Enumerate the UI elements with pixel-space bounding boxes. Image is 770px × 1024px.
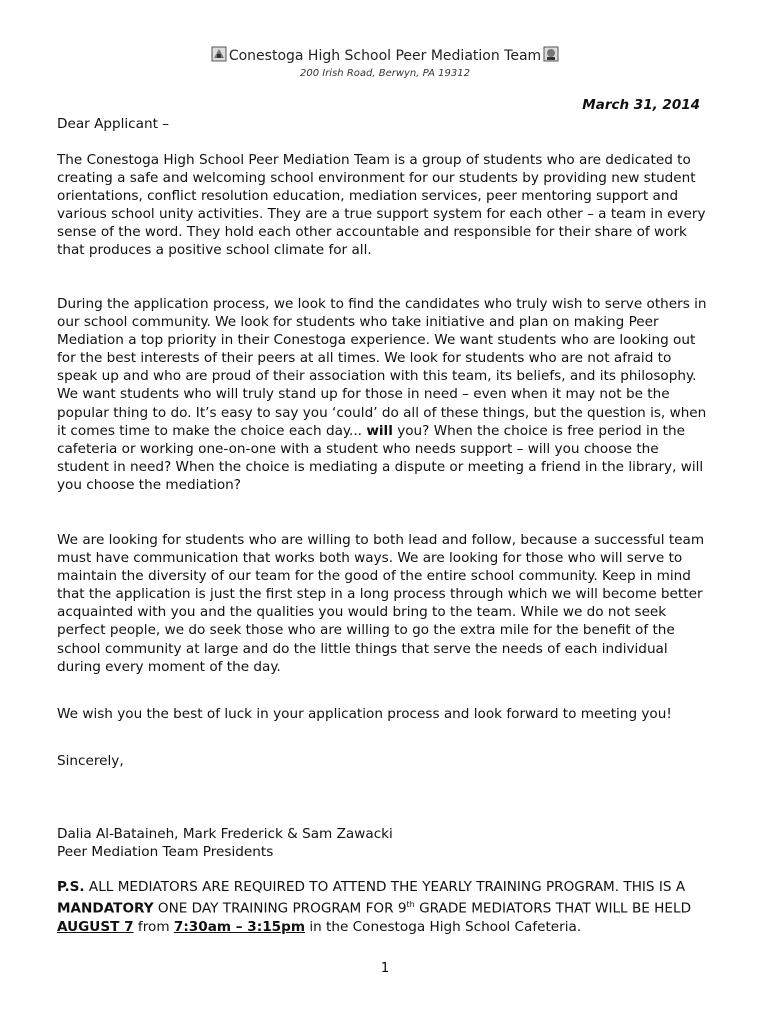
paragraph-1 — [57, 151, 707, 260]
paragraph-4 — [57, 705, 707, 723]
letterhead-title — [0, 46, 770, 64]
ps-time: 7:30am – 3:15pm — [173, 918, 306, 935]
paragraph-1-text: The Conestoga High School Peer Mediation Team is a group of students who are dedicated to creating a safe and welcoming school environment for our students by providing new student orientations, conflict resolution education, mediation services, peer mentoring support and various school unity activities. They are a true support system for each other – a team in every sense of the word. They hold each other accountable and responsible for their share of work that produces a positive school climate for all. — [57, 152, 706, 259]
paragraph-4-text: We wish you the best of luck in your application process and look forward to meeting you! — [57, 706, 672, 722]
ps-mandatory: MANDATORY — [57, 900, 154, 917]
ps-superscript: th — [406, 900, 415, 910]
school-logo-icon — [211, 46, 227, 62]
ps-mid-2: GRADE MEDIATORS THAT WILL BE HELD — [419, 900, 692, 917]
paragraph-2-emphasis: will — [366, 422, 393, 439]
postscript — [57, 878, 707, 936]
ps-line-1: ALL MEDIATORS ARE REQUIRED TO ATTEND THE YEARLY TRAINING PROGRAM. THIS IS A — [88, 879, 686, 895]
letterhead-title-text: Conestoga High School Peer Mediation Team — [228, 48, 542, 64]
ps-label: P.S. — [57, 879, 85, 895]
paragraph-3-text: We are looking for students who are willing to both lead and follow, because a successful team must have communication that works both ways. We are looking for those who will serve to maintain the diversity of our team for the good of the entire school community. Keep in mind that the application is just the first step in a long process through which we will become better acquainted with you and the qualities you would bring to the team. While we do not seek perfect people, we do seek those who are willing to go the extra mile for the benefit of the school community at large and do the little things that serve the needs of each individual during every moment of the day. — [57, 532, 705, 675]
paragraph-2-text-b: you? When the choice is free period in the cafeteria or working one-on-one with a student who needs support – will you choose the student in need? When the choice is mediating a dispute or meeting a friend in the library, will you choose the mediation? — [57, 422, 704, 493]
signature-names: Dalia Al-Bataineh, Mark Frederick & Sam Zawacki — [57, 826, 393, 842]
letterhead-address: 200 Irish Road, Berwyn, PA 19312 — [299, 68, 470, 79]
letter-date: March 31, 2014 — [582, 97, 700, 113]
salutation: Dear Applicant – — [57, 116, 170, 132]
paragraph-2-text-a: During the application process, we look to find the candidates who truly wish to serve others in our school community. We look for students who take initiative and plan on making Peer Mediation a top priority in their Conestoga experience. We want students who are looking out for the best interests of their peers at all times. We look for students who are not afraid to speak up and who are proud of their association with this team, its beliefs, and its philosophy. We want students who will truly stand up for those in need – even when it may not be the popular thing to do. It’s easy to say you ‘could’ do all of these things, but the question is, when it comes time to make the choice each day... — [57, 296, 707, 439]
paragraph-3 — [57, 531, 707, 676]
ps-date: AUGUST 7 — [57, 918, 134, 935]
school-logo-icon — [543, 46, 559, 62]
paragraph-2 — [57, 295, 707, 494]
page-number: 1 — [380, 960, 390, 976]
ps-end: in the Conestoga High School Cafeteria. — [309, 918, 582, 935]
ps-from: from — [137, 918, 170, 935]
closing: Sincerely, — [57, 753, 124, 769]
ps-mid: ONE DAY TRAINING PROGRAM FOR 9 — [157, 900, 407, 917]
signature-role: Peer Mediation Team Presidents — [57, 844, 274, 860]
